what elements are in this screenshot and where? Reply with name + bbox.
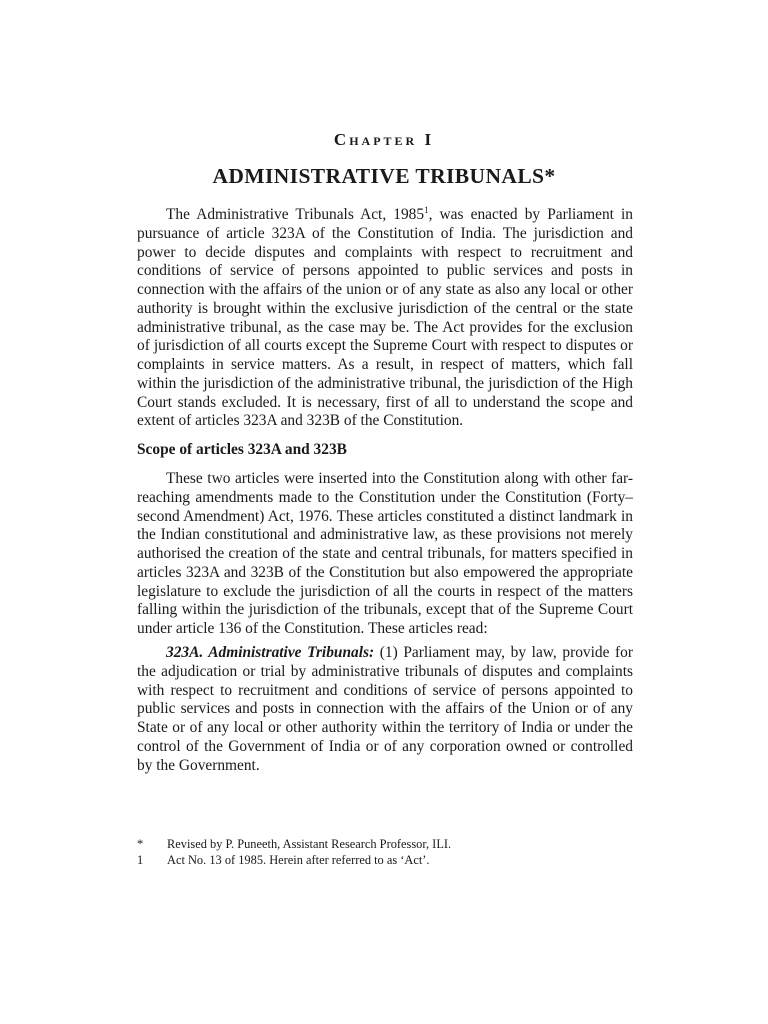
footnote-reference: 1 bbox=[424, 204, 429, 215]
footnotes bbox=[137, 836, 633, 868]
section-heading: Scope of articles 323A and 323B bbox=[137, 441, 347, 458]
footnote-text: Revised by P. Puneeth, Assistant Research Professor, ILI. bbox=[167, 837, 452, 851]
chapter-title: ADMINISTRATIVE TRIBUNALS* bbox=[212, 164, 556, 188]
scope-paragraph: These two articles were inserted into the Constitution along with other far-reaching amendments made to the Constitution under the Constitution (Forty–second Amendment) Act, 1976. These articles constituted a distinct landmark in the Indian constitutional and administrative law, as these provisions not merely authorised the creation of the state and central tribunals, for matters specified in articles 323A and 323B of the Constitution but also empowered the appropriate legislature to exclude the jurisdiction of all the courts in respect of the matters falling within the jurisdiction of the tribunals, except that of the Supreme Court under article 136 of the Constitution. These articles read: bbox=[137, 470, 633, 637]
chapter-label: Chapter I bbox=[333, 130, 435, 149]
intro-text-start: The Administrative Tribunals Act, 1985 bbox=[166, 206, 425, 223]
footnote-item bbox=[137, 852, 633, 868]
article-323a-heading: 323A. Administrative Tribunals: bbox=[166, 644, 375, 661]
footnote-mark: 1 bbox=[137, 853, 144, 867]
footnote-mark: * bbox=[137, 837, 144, 851]
footnote-item bbox=[137, 836, 633, 852]
intro-paragraph bbox=[137, 206, 633, 431]
article-323a-text: (1) Parliament may, by law, provide for the adjudication or trial by administrative tribunals of disputes and complaints with respect to recruitment and conditions of service of persons appointed to public services and posts in connection with the affairs of the Union or of any State or of any local or other authority within the territory of India or under the control of the Government of India or of any corporation owned or controlled by the Government. bbox=[137, 644, 633, 774]
intro-text-rest: , was enacted by Parliament in pursuance of article 323A of the Constitution of India. The jurisdiction and power to decide disputes and complaints with respect to recruitment and conditions of service of persons appointed to public services and posts in connection with the affairs of the union or of any state as also any local or other authority is brought within the exclusive jurisdiction of the central or the state administrative tribunal, as the case may be. The Act provides for the exclusion of jurisdiction of all courts except the Supreme Court with respect to disputes or complaints in service matters. As a result, in respect of matters, which fall within the jurisdiction of the administrative tribunal, the jurisdiction of the High Court stands excluded. It is necessary, first of all to understand the scope and extent of articles 323A and 323B of the Constitution. bbox=[137, 206, 634, 430]
footnote-text: Act No. 13 of 1985. Herein after referred to as ‘Act’. bbox=[167, 853, 430, 867]
article-323a-paragraph bbox=[137, 644, 633, 775]
